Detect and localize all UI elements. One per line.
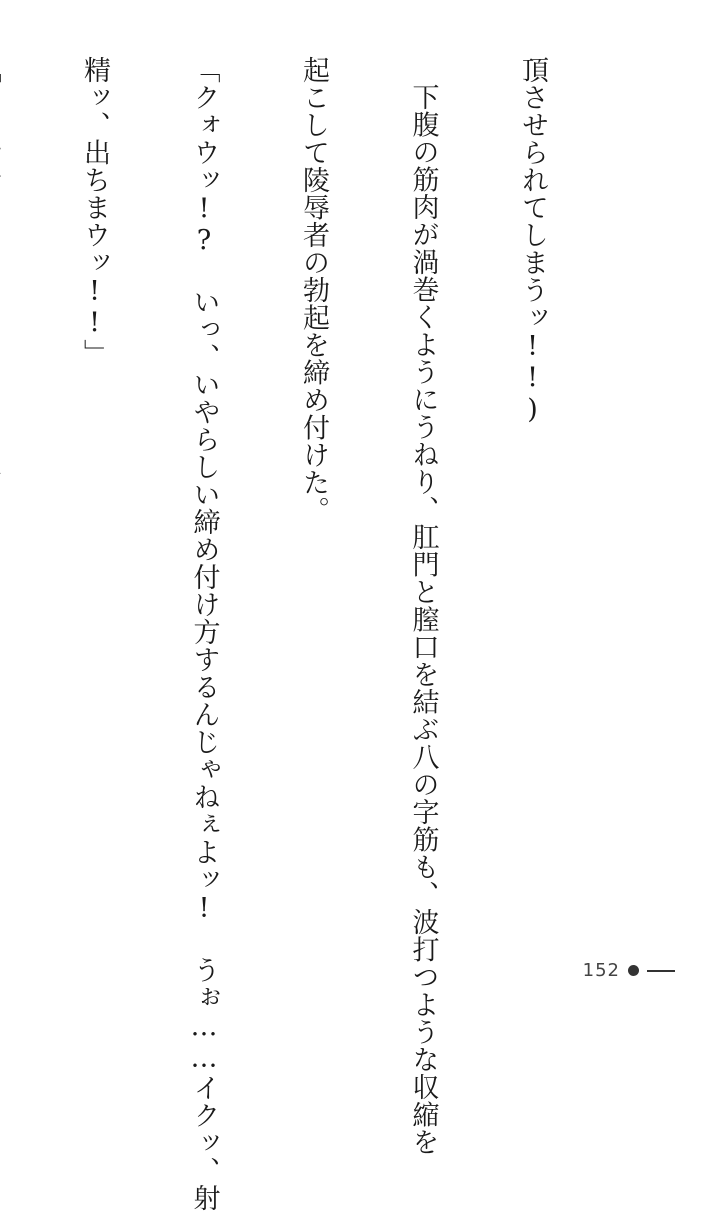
footer-dot-icon [628, 965, 639, 976]
text-column: 頂させられてしまうッ!!) [517, 56, 548, 426]
text-column: 「クォウッ!? いっ、いやらしい締め付け方するんじゃねぇよッ! うぉ……イクッ、射 [188, 56, 220, 1212]
text-column [0, 56, 3, 956]
text-column: 精ッ、出ちまウッ!!」 [79, 56, 110, 367]
page-number: 152 [582, 960, 620, 981]
text-column: 起こして陵辱者の勃起を締め付けた。 [298, 56, 329, 524]
text-column: 下腹の筋肉が渦巻くようにうねり、肛門と膣口を結ぶ八の字筋も、波打つような収縮を [407, 83, 439, 1156]
page-footer [583, 960, 675, 981]
footer-line-divider [647, 970, 675, 972]
